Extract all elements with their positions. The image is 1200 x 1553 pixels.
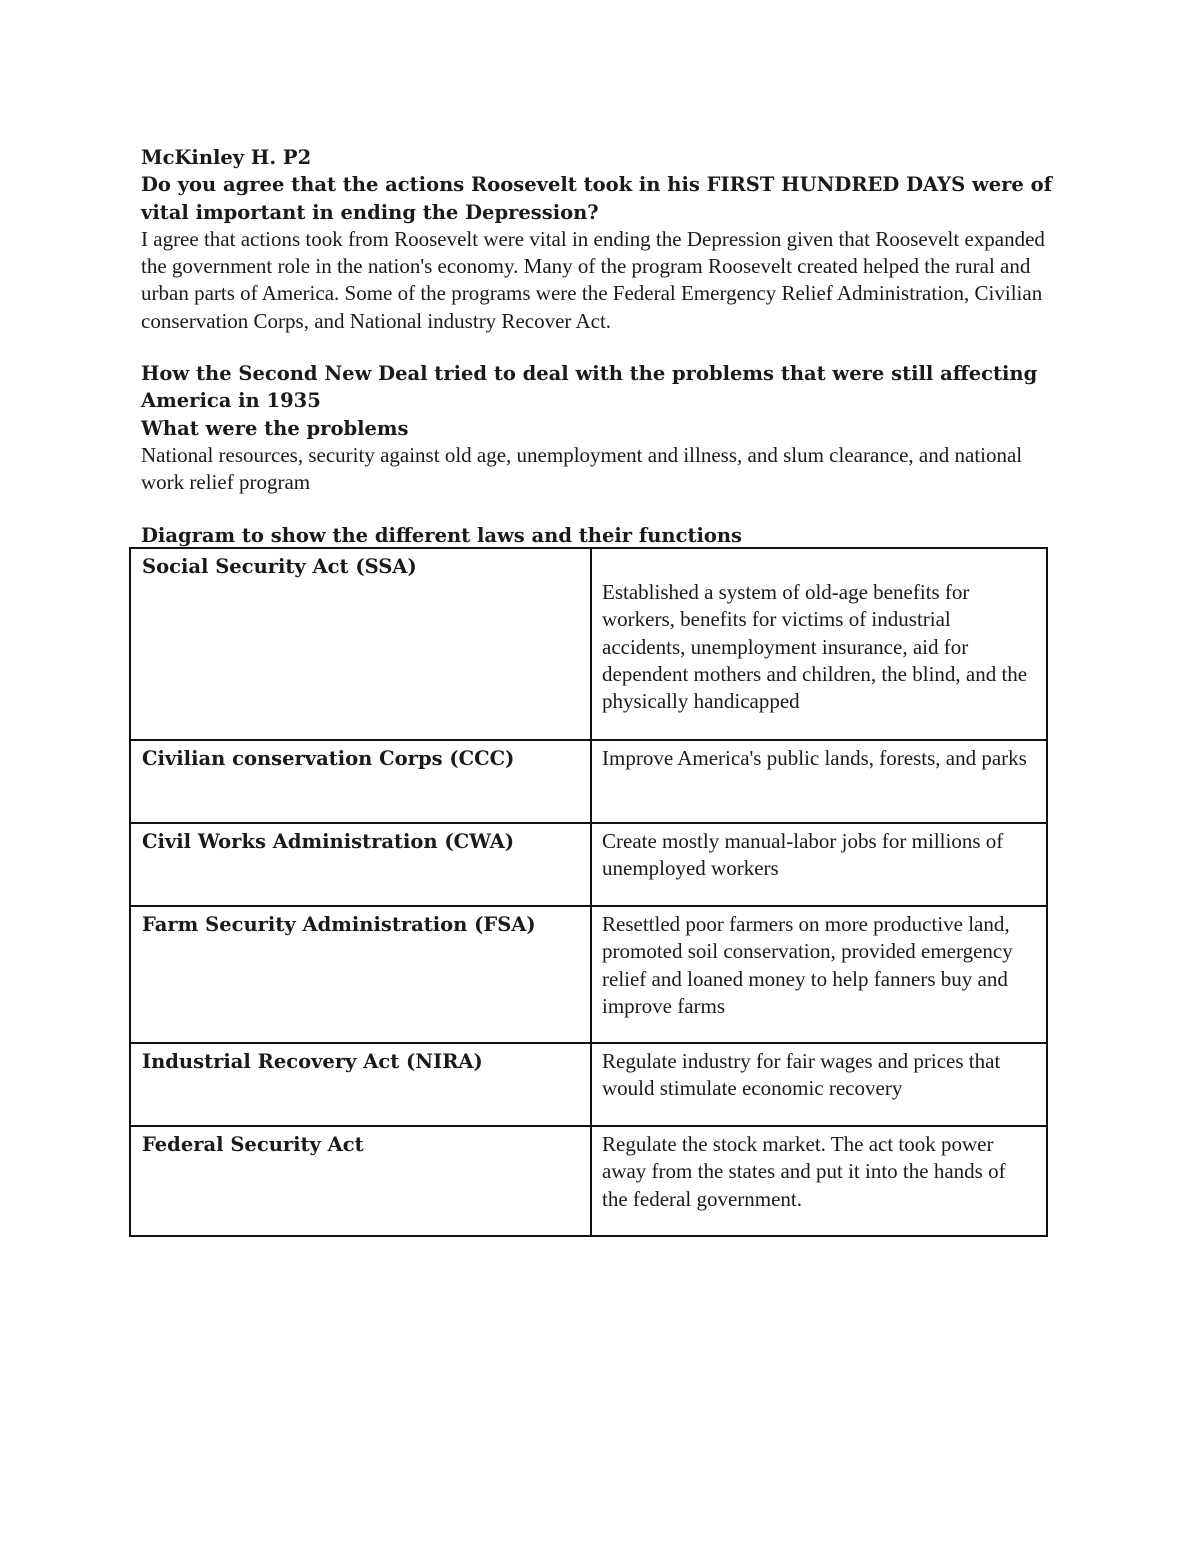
table-row [130, 1043, 1047, 1126]
law-name-cell: Civilian conservation Corps (CCC) [130, 740, 591, 823]
law-name-cell: Federal Security Act [130, 1126, 591, 1236]
diagram-title: Diagram to show the different laws and their functions [141, 523, 743, 547]
spacer [141, 497, 1061, 522]
table-row [130, 740, 1047, 823]
table-row [130, 906, 1047, 1043]
question-heading: Do you agree that the actions Roosevelt took in his FIRST HUNDRED DAYS were of vital important in ending the Depression? [141, 173, 1053, 224]
table-row [130, 548, 1047, 740]
problems-subheading: What were the problems [141, 416, 409, 440]
answer-paragraph: I agree that actions took from Roosevelt were vital in ending the Depression given that Roosevelt expanded the government role in the nation's economy. Many of the program Roosevelt created helped the rural and urban parts of America. Some of the programs were the Federal Emergency Relief Administration, Civilian conservation Corps, and National industry Recover Act. [141, 226, 1045, 333]
law-name-cell: Industrial Recovery Act (NIRA) [130, 1043, 591, 1126]
table-row [130, 1126, 1047, 1236]
law-name-cell: Social Security Act (SSA) [130, 548, 591, 740]
law-function-cell: Improve America's public lands, forests, and parks [591, 740, 1047, 823]
problems-paragraph: National resources, security against old age, unemployment and illness, and slum clearance, and national work relief program [141, 442, 1023, 495]
laws-table-container [129, 547, 1048, 1237]
second-new-deal-heading: How the Second New Deal tried to deal with the problems that were still affecting America in 1935 [141, 362, 1038, 413]
law-name-cell: Civil Works Administration (CWA) [130, 823, 591, 906]
law-function-cell: Established a system of old-age benefits for workers, benefits for victims of industrial accidents, unemployment insurance, aid for dependent mothers and children, the blind, and the physically handicapped [591, 548, 1047, 740]
table-row [130, 823, 1047, 906]
law-function-cell: Regulate industry for fair wages and prices that would stimulate economic recovery [591, 1043, 1047, 1126]
law-name-cell: Farm Security Administration (FSA) [130, 906, 591, 1043]
law-function-cell: Resettled poor farmers on more productive land, promoted soil conservation, provided emergency relief and loaned money to help fanners buy and improve farms [591, 906, 1047, 1043]
document-page [141, 144, 1061, 549]
law-function-cell: Regulate the stock market. The act took power away from the states and put it into the hands of the federal government. [591, 1126, 1047, 1236]
laws-table [129, 547, 1048, 1237]
law-function-cell: Create mostly manual-labor jobs for millions of unemployed workers [591, 823, 1047, 906]
spacer [141, 335, 1061, 360]
author-line: McKinley H. P2 [141, 146, 312, 169]
